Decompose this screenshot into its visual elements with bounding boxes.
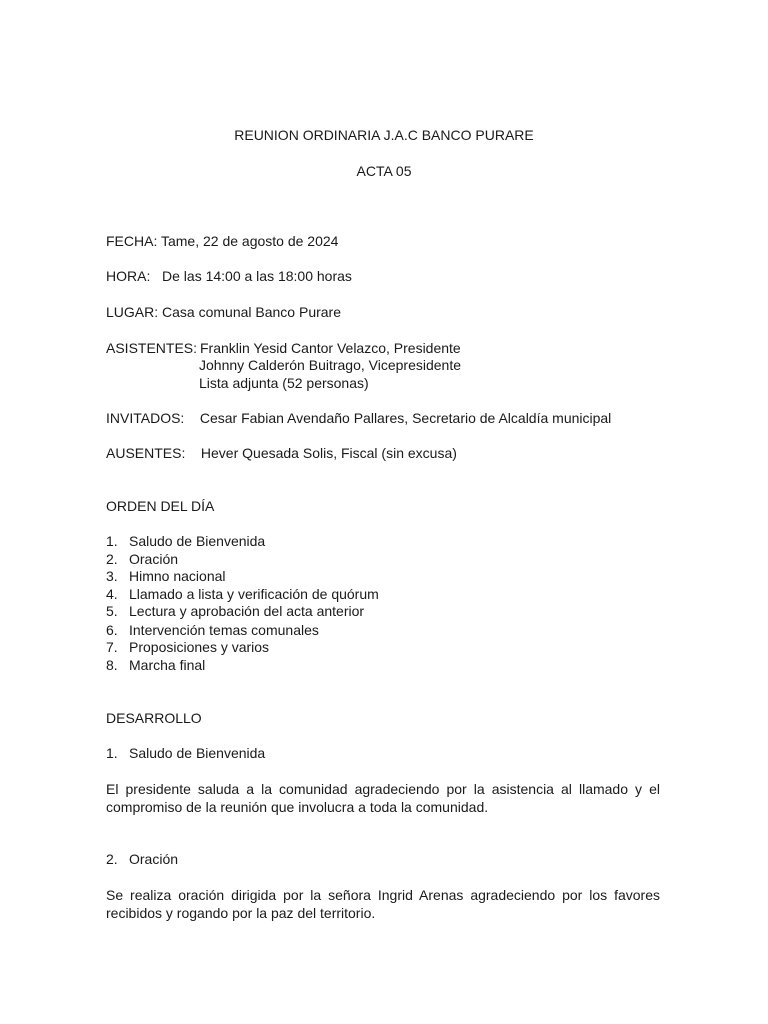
agenda-item-label: Marcha final (129, 657, 206, 673)
paragraph-line: recibidos y rogando por la paz del territorio. (106, 905, 376, 921)
desarrollo-heading: DESARROLLO (106, 710, 202, 726)
agenda-item-label: Saludo de Bienvenida (129, 533, 266, 549)
section-paragraph (106, 780, 660, 816)
meta-lugar: LUGAR: Casa comunal Banco Purare (106, 304, 341, 320)
agenda-item-number: 2. (106, 551, 118, 567)
meta-asistentes-label: ASISTENTES: (106, 340, 198, 356)
meta-invitados: INVITADOS: Cesar Fabian Avendaño Pallares, Secretario de Alcaldía municipal (106, 410, 612, 426)
asistente-line: Johnny Calderón Buitrago, Vicepresidente (199, 357, 462, 373)
section-number: 2. (106, 851, 118, 867)
agenda-item-number: 8. (106, 657, 118, 673)
agenda-item-label: Lectura y aprobación del acta anterior (129, 603, 365, 619)
meta-hora: HORA: De las 14:00 a las 18:00 horas (106, 268, 352, 284)
section-title: Saludo de Bienvenida (129, 745, 266, 761)
agenda-item-number: 5. (106, 603, 118, 619)
paragraph-line: Se realiza oración dirigida por la señora Ingrid Arenas agradeciendo por los favores (106, 887, 660, 903)
agenda-item-label: Proposiciones y varios (129, 639, 270, 655)
meta-ausentes: AUSENTES: Hever Quesada Solis, Fiscal (sin excusa) (106, 445, 457, 461)
paragraph-line: compromiso de la reunión que involucra a toda la comunidad. (106, 799, 489, 815)
section-number: 1. (106, 745, 118, 761)
agenda-item-label: Intervención temas comunales (129, 622, 319, 638)
agenda-heading: ORDEN DEL DÍA (106, 498, 215, 514)
asistente-line: Lista adjunta (52 personas) (199, 375, 369, 391)
agenda-item-label: Llamado a lista y verificación de quórum (129, 586, 379, 602)
agenda-item-number: 7. (106, 639, 118, 655)
asistente-line: Franklin Yesid Cantor Velazco, Presidente (200, 340, 461, 356)
agenda-item-label: Oración (129, 551, 179, 567)
agenda-item-number: 1. (106, 533, 118, 549)
agenda-item-number: 4. (106, 586, 118, 602)
document-subtitle: ACTA 05 (356, 163, 412, 179)
document-title: REUNION ORDINARIA J.A.C BANCO PURARE (234, 127, 534, 143)
agenda-item-number: 6. (106, 622, 118, 638)
agenda-item-label: Himno nacional (129, 568, 226, 584)
section-paragraph (106, 886, 660, 922)
meta-fecha: FECHA: Tame, 22 de agosto de 2024 (106, 233, 339, 249)
agenda-item-number: 3. (106, 568, 118, 584)
paragraph-line: El presidente saluda a la comunidad agradeciendo por la asistencia al llamado y el (106, 781, 660, 797)
section-title: Oración (129, 851, 179, 867)
